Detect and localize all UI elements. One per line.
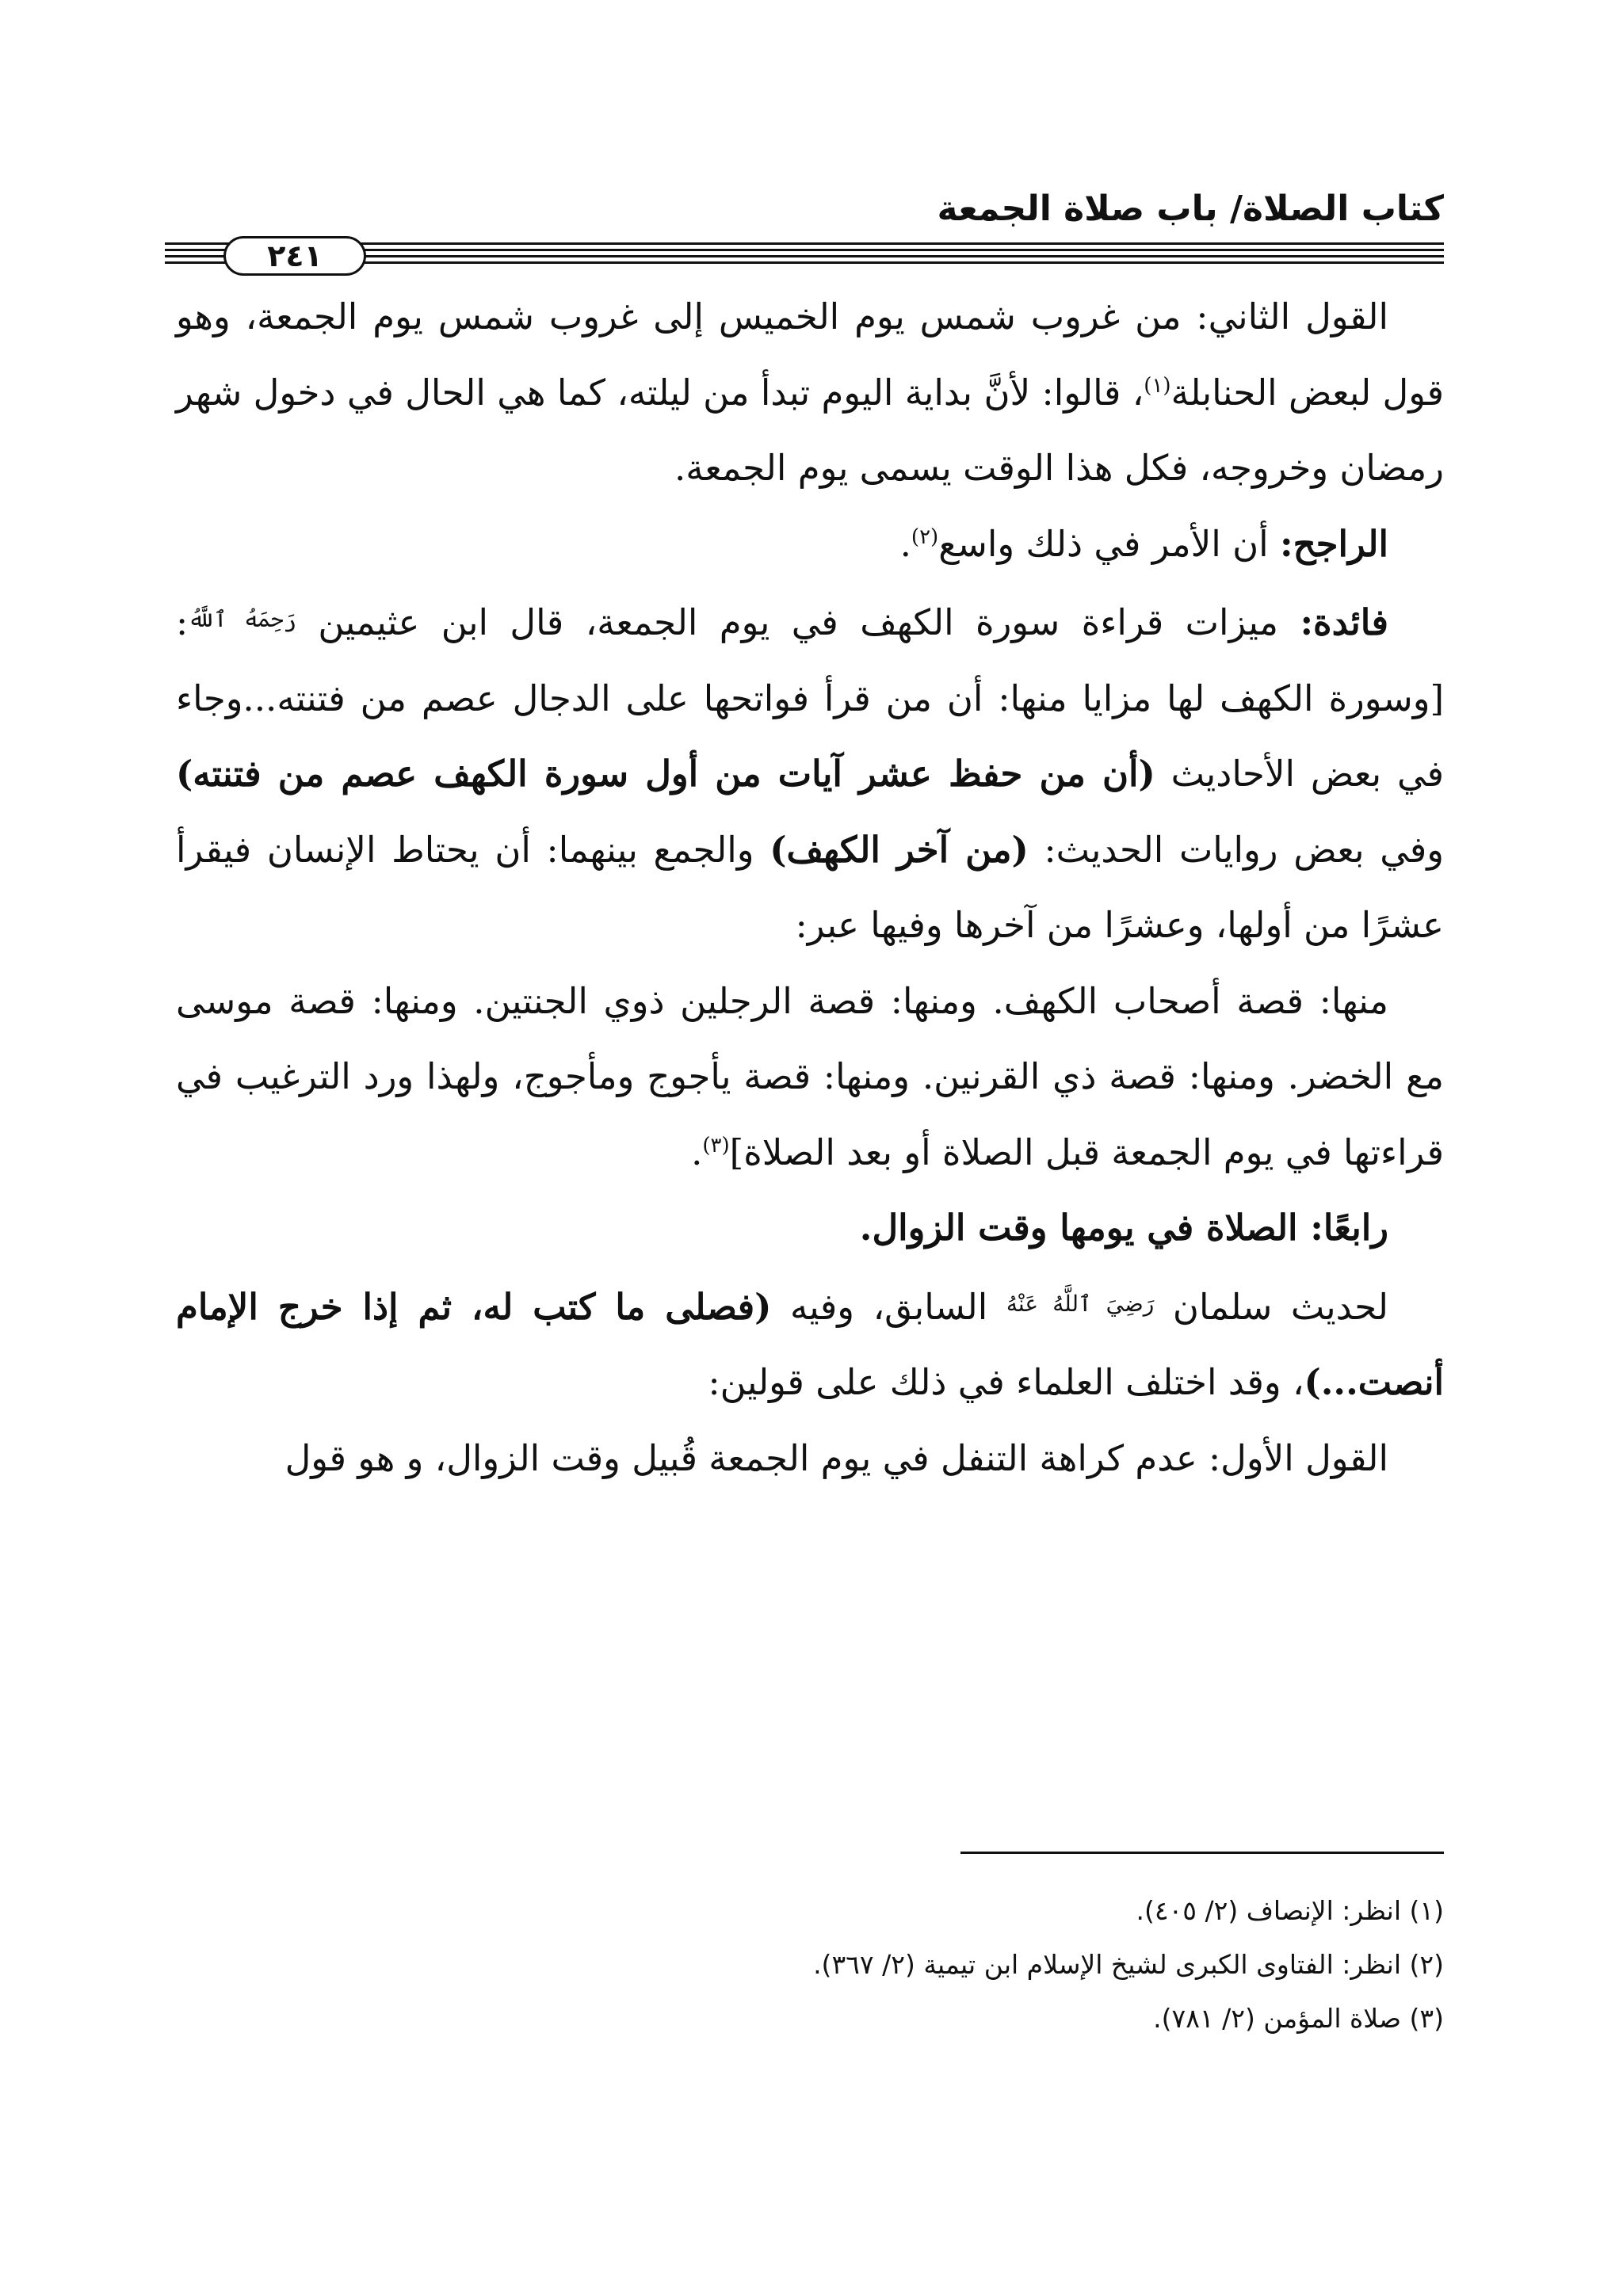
footnote-3: (٣) صلاة المؤمن (٢/ ٧٨١). (1153, 2003, 1444, 2034)
running-title: كتاب الصلاة/ باب صلاة الجمعة (937, 189, 1444, 229)
footnotes (176, 1884, 1444, 2046)
paragraph-text: ، وقد اختلف العلماء في ذلك على قولين: (708, 1361, 1304, 1403)
label-benefit: فائدة: (1300, 601, 1388, 643)
paragraph-text: . (691, 1131, 703, 1173)
paragraph-text: : [وسورة الكهف لها مزايا منها: أن من قرأ فواتحها على الدجال عصم من فتنته...وجاء في بعض الأحاديث (176, 601, 1444, 795)
paragraph-lessons (176, 963, 1444, 1191)
paragraph-text: السابق، وفيه (771, 1285, 1006, 1328)
paragraph-text: والجمع بينهما: أن يحتاط الإنسان فيقرأ عشرًا من أولها، وعشرًا من آخرها وفيها عبر: (176, 828, 1444, 946)
hadith-quote: (من آخر الكهف) (769, 828, 1029, 871)
page-number-badge (223, 236, 366, 276)
footnote-ref-3[interactable]: (٣) (702, 1133, 730, 1158)
hadith-quote: (أن من حفظ عشر آيات من أول سورة الكهف عصم من فتنته) (176, 753, 1155, 795)
main-text (176, 279, 1444, 1496)
footnote-ref-1[interactable]: (١) (1144, 373, 1171, 398)
paragraph-text: القول الثاني: من غروب شمس يوم الخميس إلى غروب شمس يوم الجمعة، وهو قول لبعض الحنابلة (176, 296, 1444, 414)
paragraph-first-opinion: القول الأول: عدم كراهة التنفل في يوم الجمعة قُبيل وقت الزوال، و هو قول (285, 1436, 1388, 1479)
paragraph-text: أن الأمر في ذلك واسع (938, 522, 1280, 565)
footnote-2: (٢) انظر: الفتاوى الكبرى لشيخ الإسلام ابن تيمية (٢/ ٣٦٧). (813, 1949, 1444, 1980)
footnote-separator (960, 1852, 1444, 1854)
paragraph-text: . (899, 522, 911, 565)
footnote-ref-2[interactable]: (٢) (911, 524, 939, 549)
paragraph-second-opinion (176, 279, 1444, 506)
honorific-mark: رَحِمَهُ ٱللَّهُ (188, 606, 297, 632)
paragraph-text: منها: قصة أصحاب الكهف. ومنها: قصة الرجلين ذوي الجنتين. ومنها: قصة موسى مع الخضر. ومنها: قصة ذي القرنين. ومنها: قصة يأجوج ومأجوج، ولهذا ورد الترغيب في قراءتها في يوم الجمعة قبل الصلاة أو بعد الصلاة] (176, 979, 1444, 1173)
honorific-mark: رَضِيَ ٱللَّهُ عَنْهُ (1006, 1290, 1155, 1317)
section-heading: رابعًا: الصلاة في يومها وقت الزوال. (859, 1207, 1388, 1249)
paragraph-benefit (176, 582, 1444, 963)
paragraph-preferred (176, 506, 1444, 582)
hadith-quote: (فصلى ما كتب له، ثم إذا خرج الإمام أنصت...) (176, 1285, 1444, 1403)
footnote-1: (١) انظر: الإنصاف (٢/ ٤٠٥). (1136, 1895, 1444, 1926)
page-number: ٢٤١ (267, 238, 323, 273)
paragraph-salman-hadith (176, 1266, 1444, 1421)
paragraph-text: لحديث سلمان (1154, 1285, 1388, 1328)
paragraph-text: ميزات قراءة سورة الكهف في يوم الجمعة، قال ابن عثيمين (296, 601, 1300, 643)
paragraph-text: وفي بعض روايات الحديث: (1028, 828, 1444, 871)
label-preferred: الراجح: (1279, 522, 1388, 565)
paragraph-text: ، قالوا: لأنَّ بداية اليوم تبدأ من ليلته، كما هي الحال في دخول شهر رمضان وخروجه، فكل هذا الوقت يسمى يوم الجمعة. (176, 371, 1444, 489)
